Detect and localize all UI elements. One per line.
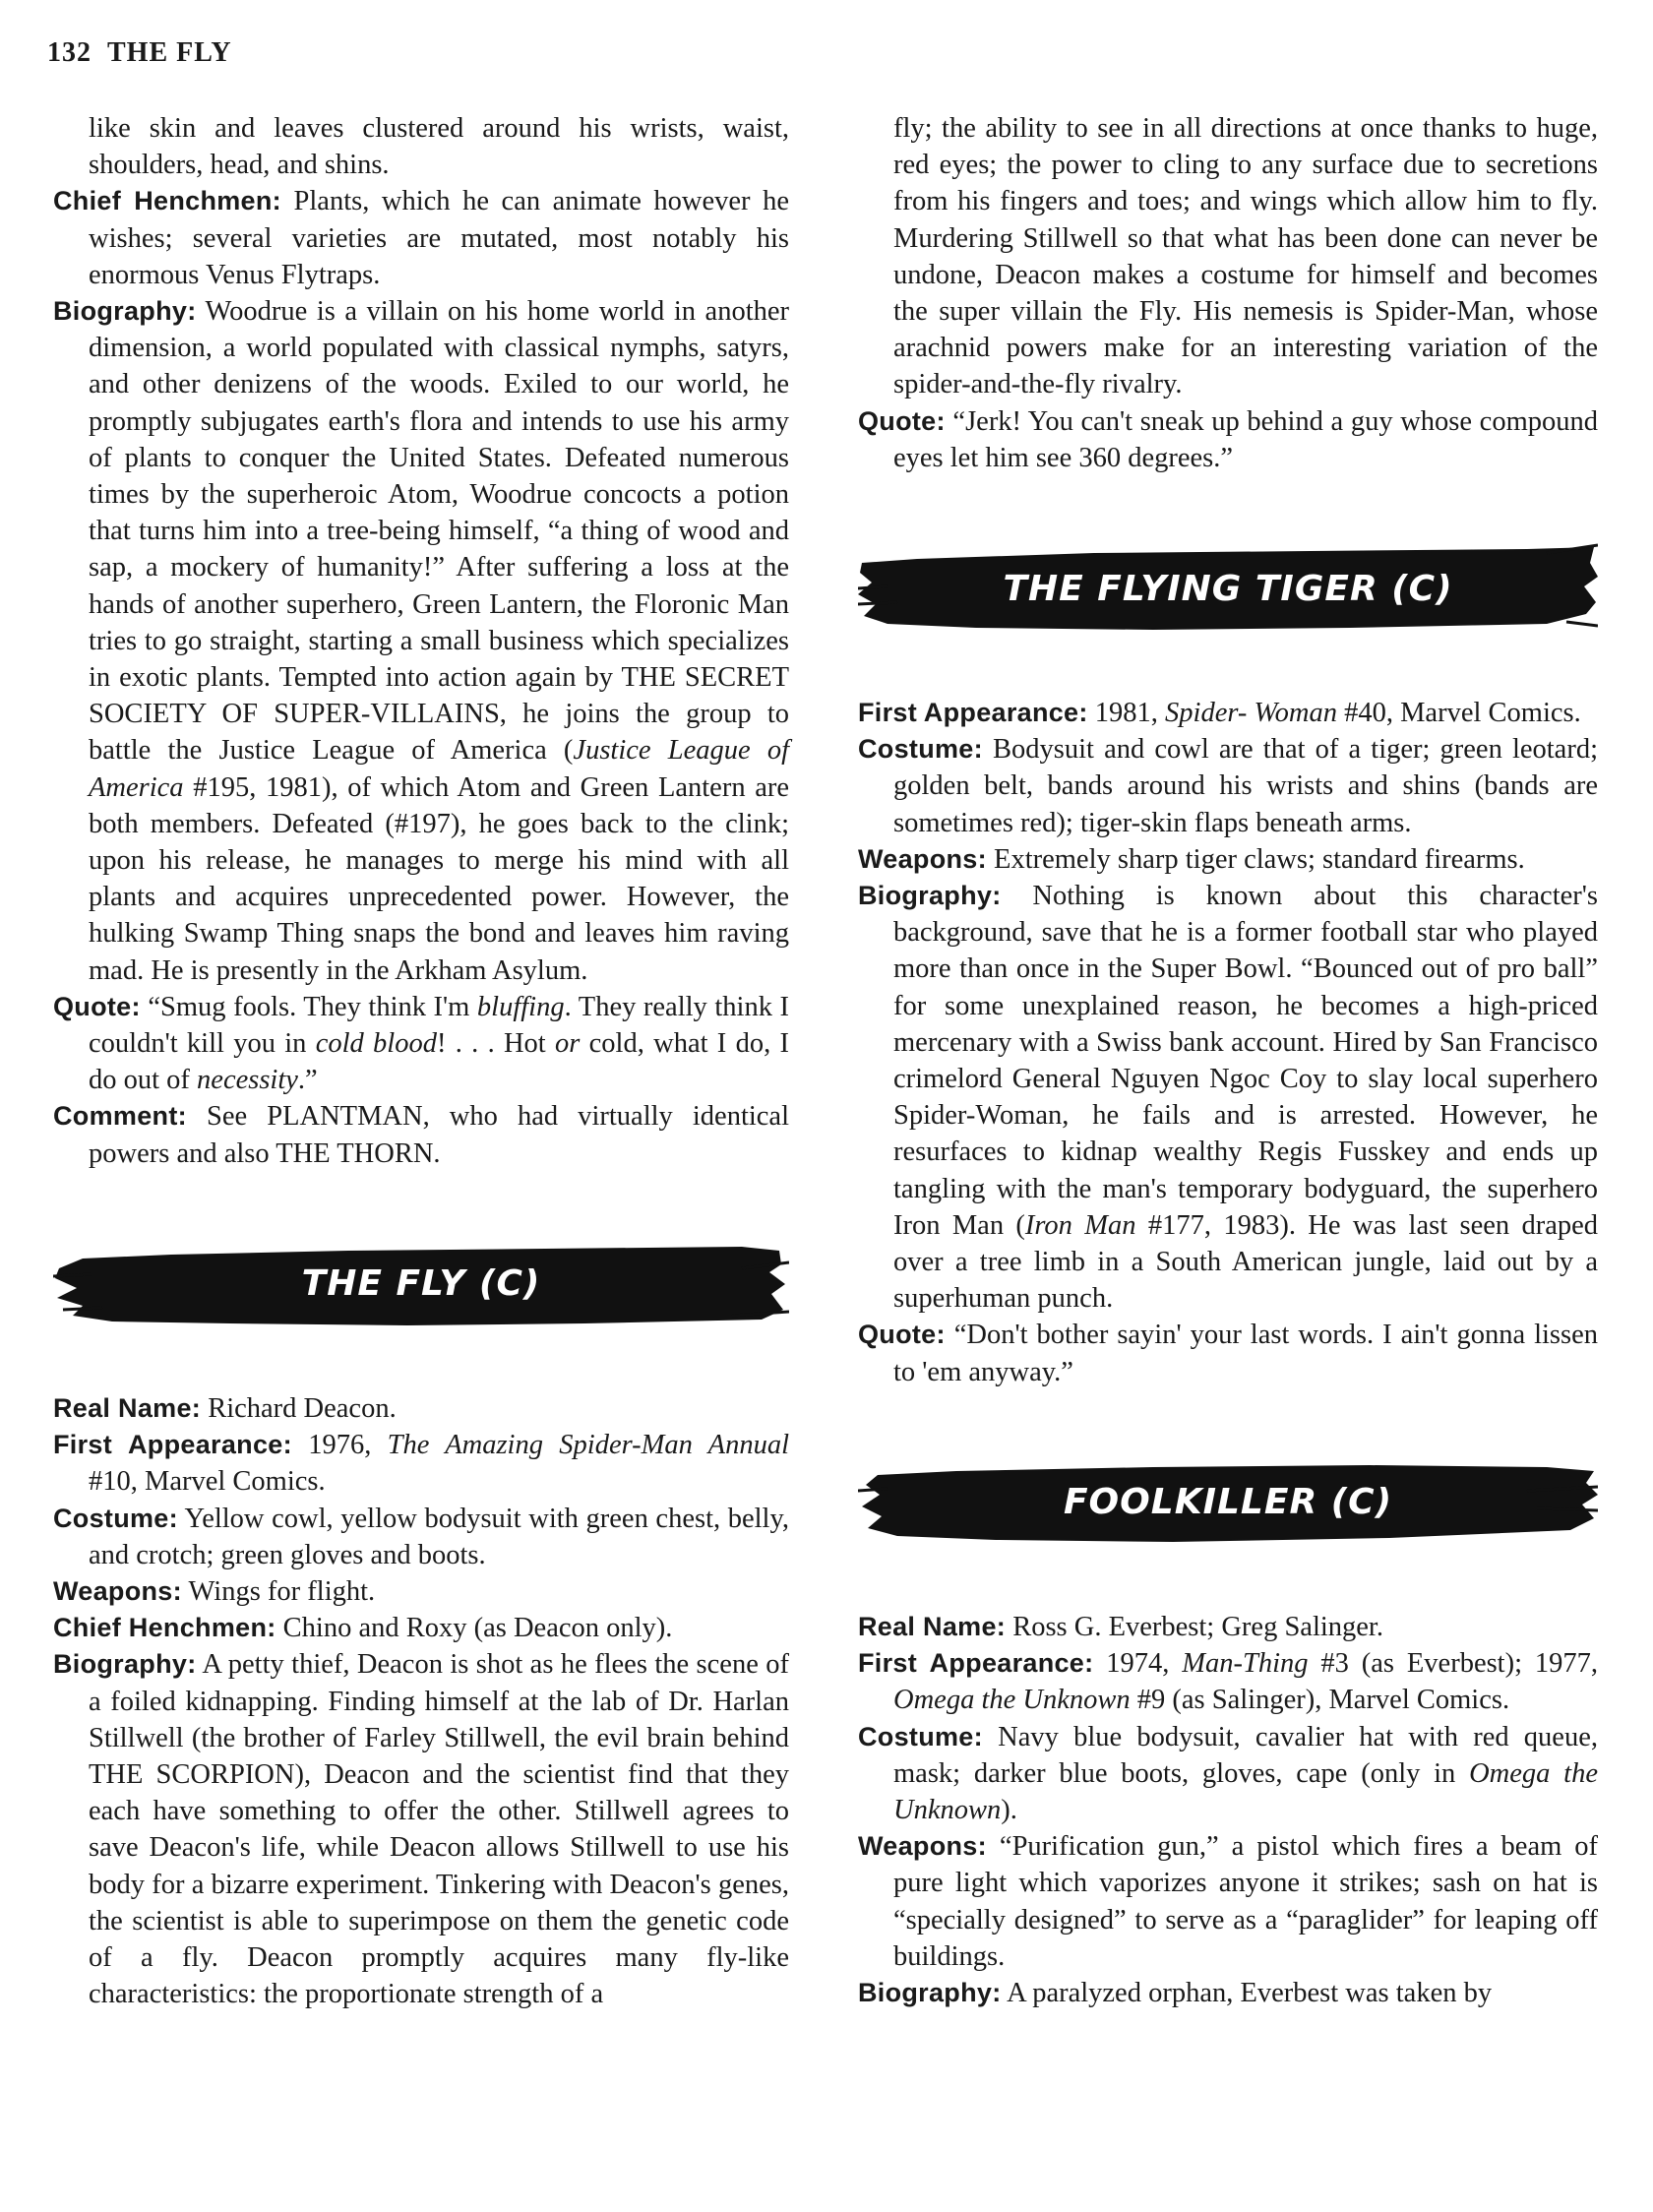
field-text: Navy blue bodysuit, cavalier hat with red queue, mask; darker blue boots, gloves, cape (only in <box>893 1721 1598 1789</box>
field-label: Weapons: <box>53 1575 182 1606</box>
running-title: THE FLY <box>107 37 232 68</box>
field-label: First Appearance: <box>858 698 1088 728</box>
right-column <box>858 110 1598 2011</box>
field-label: Chief Henchmen: <box>53 1613 276 1643</box>
tiger-costume-entry <box>858 731 1598 841</box>
field-text: #10, Marvel Comics. <box>89 1466 326 1498</box>
field-text: 1981, <box>1087 698 1166 729</box>
field-text: Yellow cowl, yellow bodysuit with green chest, belly, and crotch; green gloves and boots. <box>89 1503 789 1570</box>
field-italic: necessity <box>197 1065 298 1096</box>
field-text: 1976, <box>291 1430 388 1461</box>
field-text: #3 (as Everbest); 1977, <box>1308 1648 1599 1680</box>
field-text: Richard Deacon. <box>201 1392 397 1424</box>
field-label: Weapons: <box>858 843 987 874</box>
field-text: cold, what I do, I do out of <box>89 1028 789 1096</box>
field-italic: Omega the Unknown <box>893 1685 1131 1716</box>
fly-first-appearance-entry <box>53 1427 789 1500</box>
field-text: Nothing is known about this character's background, save that he is a former football star who played more than once in the Super Bowl. “Bounced out of pro ball” for some unexplained reason, he becomes a high-priced mercenary with a Swiss bank account. Hired by San Francisco crimelord General Nguyen Ngoc Coy to slay local superhero Spider-Woman, he fails and is arrested. However, he resurfaces to kidnap wealthy Regis Fusskey and ends up tangling with the man's temporary bodyguard, the superhero Iron Man ( <box>893 881 1598 1241</box>
field-text: #195, 1981), of which Atom and Green Lantern are both members. Defeated (#197), he goes back to the clink; upon his release, he manages to merge his mind with all plants and acquires unprecedented power. However, the hulking Swamp Thing snaps the bond and leaves him raving mad. He is presently in the Arkham Asylum. <box>89 771 789 986</box>
field-text: “Smug fools. They think I'm <box>140 991 477 1022</box>
field-text: Bodysuit and cowl are that of a tiger; green leotard; golden belt, bands around his wrists and shins (bands are sometimes red); tiger-skin flaps beneath arms. <box>893 734 1598 838</box>
field-italic: cold blood <box>315 1028 437 1060</box>
woodrue-biography-entry <box>53 293 789 989</box>
fly-weapons-entry <box>53 1573 789 1610</box>
field-label: Costume: <box>858 734 983 765</box>
field-label: Quote: <box>53 991 141 1021</box>
tiger-quote-entry <box>858 1317 1598 1389</box>
field-label: Chief Henchmen: <box>53 186 281 216</box>
field-text: A paralyzed orphan, Everbest was taken by <box>1001 1977 1493 2008</box>
field-text: #40, Marvel Comics. <box>1336 698 1581 729</box>
field-italic: Spider- Woman <box>1165 698 1337 729</box>
field-label: Biography: <box>53 1649 197 1680</box>
fly-henchmen-entry <box>53 1610 789 1646</box>
field-italic: Man-Thing <box>1182 1648 1309 1680</box>
woodrue-henchmen-entry <box>53 183 789 293</box>
section-banner-foolkiller <box>858 1447 1598 1558</box>
field-label: Biography: <box>858 881 1002 911</box>
left-column <box>53 110 789 2012</box>
field-text: Wings for flight. <box>181 1575 376 1607</box>
tiger-biography-entry <box>858 878 1598 1317</box>
field-text: “Don't bother sayin' your last words. I ain't gonna lissen to 'em anyway.” <box>893 1320 1598 1387</box>
field-label: Biography: <box>858 1977 1002 2007</box>
field-label: Real Name: <box>858 1611 1007 1641</box>
field-label: Comment: <box>53 1101 187 1132</box>
field-text: Extremely sharp tiger claws; standard firearms. <box>986 843 1525 875</box>
foolkiller-weapons-entry <box>858 1828 1598 1975</box>
woodrue-quote-entry <box>53 989 789 1099</box>
section-banner-flying-tiger <box>858 533 1598 644</box>
foolkiller-real-name-entry <box>858 1609 1598 1645</box>
field-text: ! . . . Hot <box>436 1028 556 1060</box>
field-label: Costume: <box>858 1721 983 1751</box>
field-label: Weapons: <box>858 1831 987 1862</box>
field-italic: The Amazing Spider-Man Annual <box>387 1430 789 1461</box>
field-text: Ross G. Everbest; Greg Salinger. <box>1006 1611 1383 1642</box>
field-label: Quote: <box>858 405 946 436</box>
foolkiller-biography-entry <box>858 1975 1598 2011</box>
banner-title: THE FLY (C) <box>301 1263 541 1305</box>
fly-biography-continued: fly; the ability to see in all directions at once thanks to huge, red eyes; the power to cling to any surface due to secretions from his fingers and toes; and wings which allow him to fly. Murdering Stillwell so that what has been done can never be undone, Deacon makes a costume for himself and becomes the super villain the Fly. His nemesis is Spider-Man, whose arachnid powers make for an interesting variation of the spider-and-the-fly rivalry. <box>893 113 1598 400</box>
field-text: #9 (as Salinger), Marvel Comics. <box>1130 1685 1510 1716</box>
field-text: See PLANTMAN, who had virtually identical powers and also THE THORN. <box>89 1101 789 1169</box>
section-banner-the-fly <box>53 1229 789 1339</box>
field-label: Biography: <box>53 296 197 327</box>
fly-biography-entry <box>53 1646 789 2012</box>
fly-real-name-entry <box>53 1390 789 1427</box>
field-italic: Omega the Unknown <box>893 1757 1599 1825</box>
banner-title: THE FLYING TIGER (C) <box>1003 568 1453 609</box>
tiger-weapons-entry <box>858 841 1598 878</box>
field-label: Costume: <box>53 1503 178 1533</box>
field-label: Quote: <box>858 1320 946 1350</box>
tiger-first-appearance-entry <box>858 695 1598 731</box>
field-text: Woodrue is a villain on his home world in another dimension, a world populated with classical nymphs, satyrs, and other denizens of the woods. Exiled to our world, he promptly subjugates earth's flora and intends to use his army of plants to conquer the United States. Defeated numerous times by the superheroic Atom, Woodrue concocts a potion that turns him into a tree-being himself, “a thing of wood and sap, a mockery of humanity!” After suffering a loss at the hands of another superhero, Green Lantern, the Floronic Man tries to go straight, starting a small business which specializes in exotic plants. Tempted into action again by THE SECRET SOCIETY OF SUPER-VILLAINS, he joins the group to battle the Justice League of America ( <box>89 296 789 767</box>
banner-title: FOOLKILLER (C) <box>1063 1482 1393 1523</box>
woodrue-comment-entry <box>53 1098 789 1171</box>
page-number: 132 <box>47 37 92 68</box>
field-text: .” <box>297 1065 318 1096</box>
field-text: Chino and Roxy (as Deacon only). <box>276 1613 673 1644</box>
field-text: Plants, which he can animate however he wishes; several varieties are mutated, most notably his enormous Venus Flytraps. <box>89 186 789 290</box>
field-text: 1974, <box>1093 1648 1183 1680</box>
field-italic: or <box>555 1028 581 1060</box>
foolkiller-first-appearance-entry <box>858 1645 1598 1718</box>
running-head <box>47 37 232 69</box>
field-text: . They really think I couldn't kill you in <box>89 991 790 1060</box>
field-label: First Appearance: <box>858 1648 1094 1679</box>
fly-quote-entry <box>858 403 1598 476</box>
field-text: #177, 1983). He was last seen draped over a tree limb in a South American jungle, laid out by a superhuman punch. <box>893 1209 1599 1315</box>
field-text: “Jerk! You can't sneak up behind a guy whose compound eyes let him see 360 degrees.” <box>893 405 1598 473</box>
field-label: First Appearance: <box>53 1430 292 1460</box>
fly-costume-entry <box>53 1501 789 1573</box>
field-text: “Purification gun,” a pistol which fires a beam of pure light which vaporizes anyone it strikes; sash on hat is “specially designed” to serve as a “paraglider” for leaping off buildings. <box>893 1831 1598 1972</box>
field-italic: Iron Man <box>1024 1209 1136 1241</box>
field-label: Real Name: <box>53 1392 202 1423</box>
field-italic: bluffing <box>476 991 565 1022</box>
field-text: ). <box>1001 1794 1017 1825</box>
field-text: A petty thief, Deacon is shot as he flees the scene of a foiled kidnapping. Finding himself at the lab of Dr. Harlan Stillwell (the brother of Farley Stillwell, the evil brain behind THE SCORPION), Deacon and the scientist find that they each have something to offer the other. Stillwell agrees to save Deacon's life, while Deacon allows Stillwell to use his body for a bizarre experiment. Tinkering with Deacon's genes, the scientist is able to superimpose on them the genetic code of a fly. Deacon promptly acquires many fly-like characteristics: the proportionate strength of a <box>89 1649 789 2010</box>
field-italic: Justice League of America <box>89 735 789 803</box>
woodrue-costume-continued: like skin and leaves clustered around his wrists, waist, shoulders, head, and shins. <box>89 113 789 181</box>
foolkiller-costume-entry <box>858 1719 1598 1829</box>
